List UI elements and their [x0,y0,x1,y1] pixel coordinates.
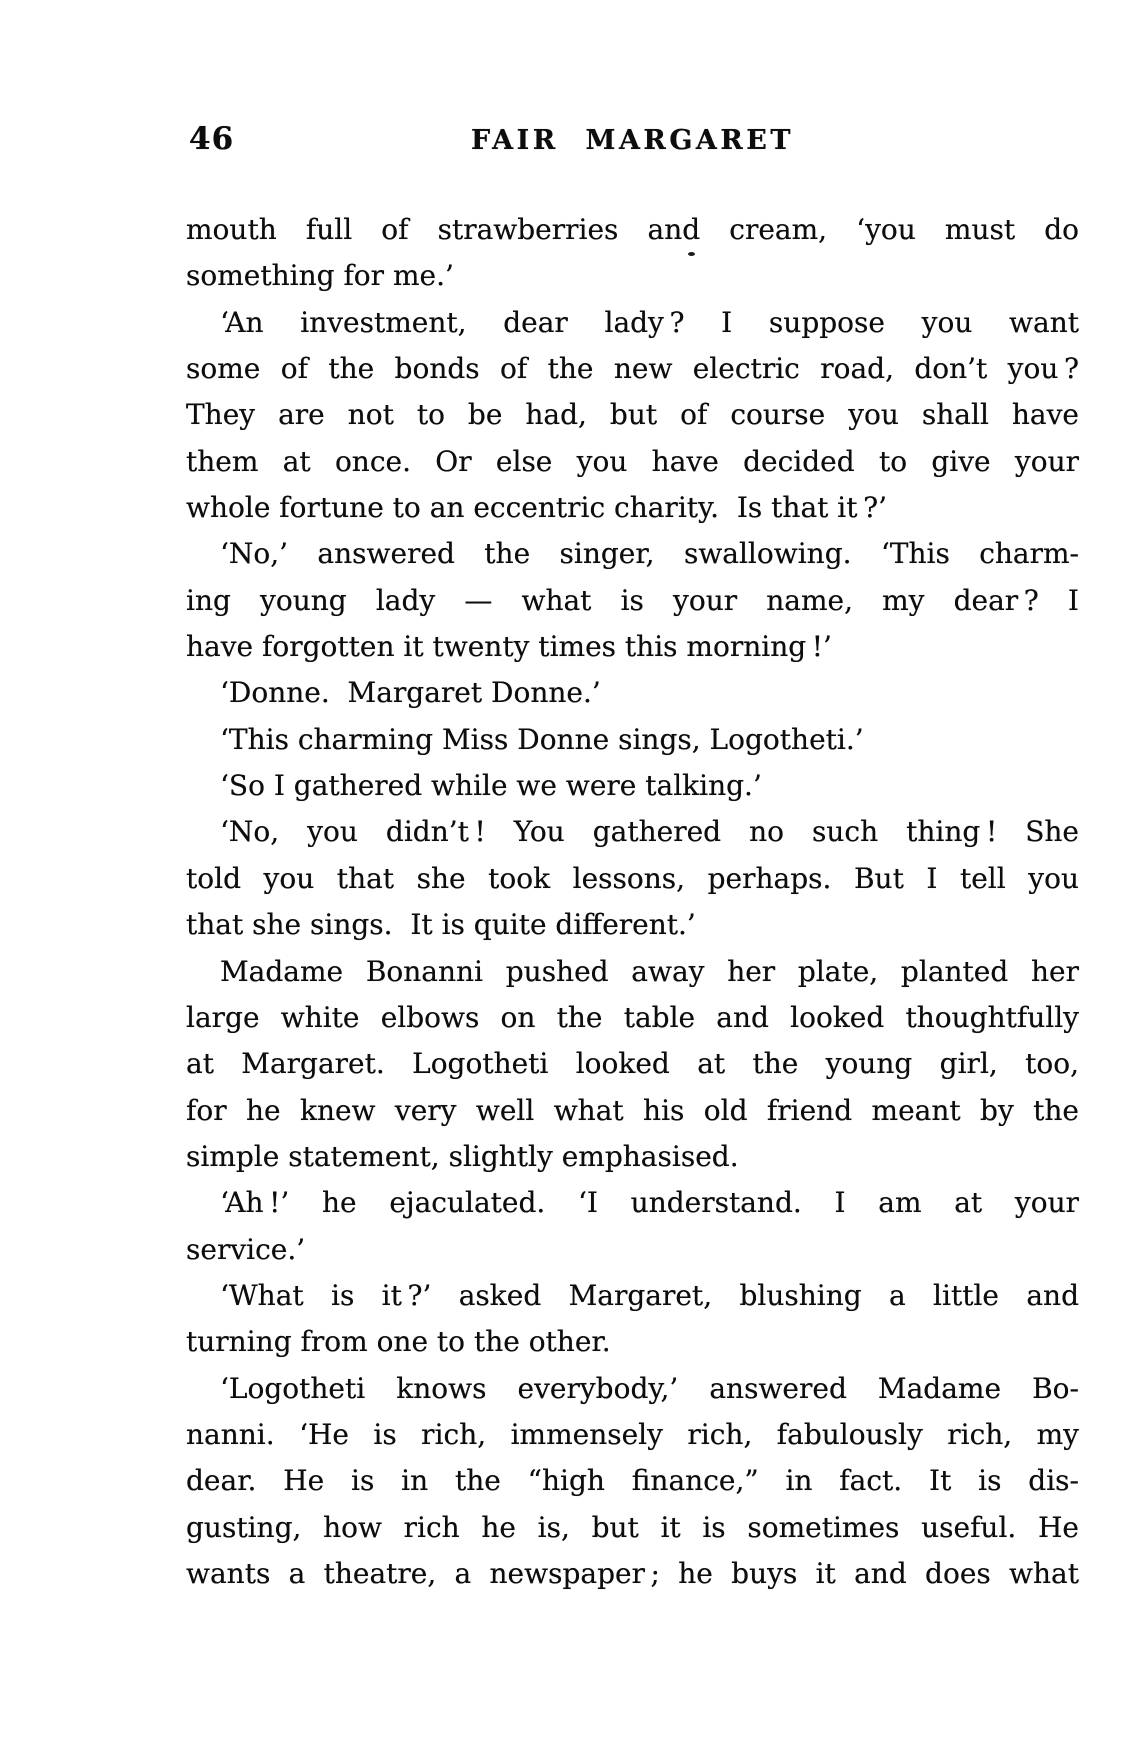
text-line: ‘No,’ answered the singer, swallowing. ‘This charm- [220,537,1079,571]
text-line: have forgotten it twenty times this morning !’ [186,630,832,664]
text-line: some of the bonds of the new electric road, don’t you ? [186,352,1079,386]
text-line: Madame Bonanni pushed away her plate, planted her [220,954,1079,988]
paragraph [186,1273,1079,1366]
text-line: whole fortune to an eccentric charity. Is that it ?’ [186,491,887,525]
text-line: at Margaret. Logotheti looked at the young girl, too, [186,1047,1079,1081]
text-line: wants a theatre, a newspaper ; he buys it and does what [186,1556,1079,1590]
paragraph [186,1366,1079,1598]
text-line: told you that she took lessons, perhaps. But I tell you [186,861,1079,895]
running-header [186,121,1079,163]
text-line: ‘This charming Miss Donne sings, Logotheti.’ [220,722,864,756]
page-body [186,207,1079,1597]
paragraph [186,207,1079,300]
text-line: large white elbows on the table and looked thoughtfully [186,1000,1079,1034]
text-line: They are not to be had, but of course you shall have [186,398,1079,432]
text-line: them at once. Or else you have decided to give your [186,444,1079,478]
running-title: FAIR MARGARET [471,125,794,156]
text-line: simple statement, slightly emphasised. [186,1139,739,1173]
paragraph [186,949,1079,1181]
scan-artifact-speck [688,252,695,256]
paragraph [186,763,1079,809]
paragraph [186,717,1079,763]
paragraph [186,300,1079,532]
paragraph [186,670,1079,716]
text-line: turning from one to the other. [186,1325,611,1359]
page-number: 46 [189,121,235,157]
text-line: ‘What is it ?’ asked Margaret, blushing a little and [220,1278,1079,1312]
text-line: ‘Ah !’ he ejaculated. ‘I understand. I am at your [220,1186,1079,1220]
text-line: ‘An investment, dear lady ? I suppose you want [220,305,1079,339]
text-line: something for me.’ [186,259,454,293]
paragraph [186,1180,1079,1273]
text-line: ing young lady — what is your name, my dear ? I [186,583,1079,617]
paragraph [186,531,1079,670]
text-line: ‘So I gathered while we were talking.’ [220,769,762,803]
text-line: dear. He is in the “high finance,” in fact. It is dis- [186,1464,1079,1498]
text-line: ‘Donne. Margaret Donne.’ [220,676,601,710]
text-line: mouth full of strawberries and cream, ‘you must do [186,213,1079,246]
text-line: that she sings. It is quite different.’ [186,908,696,942]
text-line: ‘No, you didn’t ! You gathered no such thing ! She [220,815,1079,849]
text-line: for he knew very well what his old friend meant by the [186,1093,1079,1127]
text-line: ‘Logotheti knows everybody,’ answered Madame Bo- [220,1371,1079,1405]
text-line: gusting, how rich he is, but it is sometimes useful. He [186,1510,1079,1544]
text-line: nanni. ‘He is rich, immensely rich, fabulously rich, my [186,1417,1079,1451]
text-line: service.’ [186,1232,306,1266]
paragraph [186,809,1079,948]
